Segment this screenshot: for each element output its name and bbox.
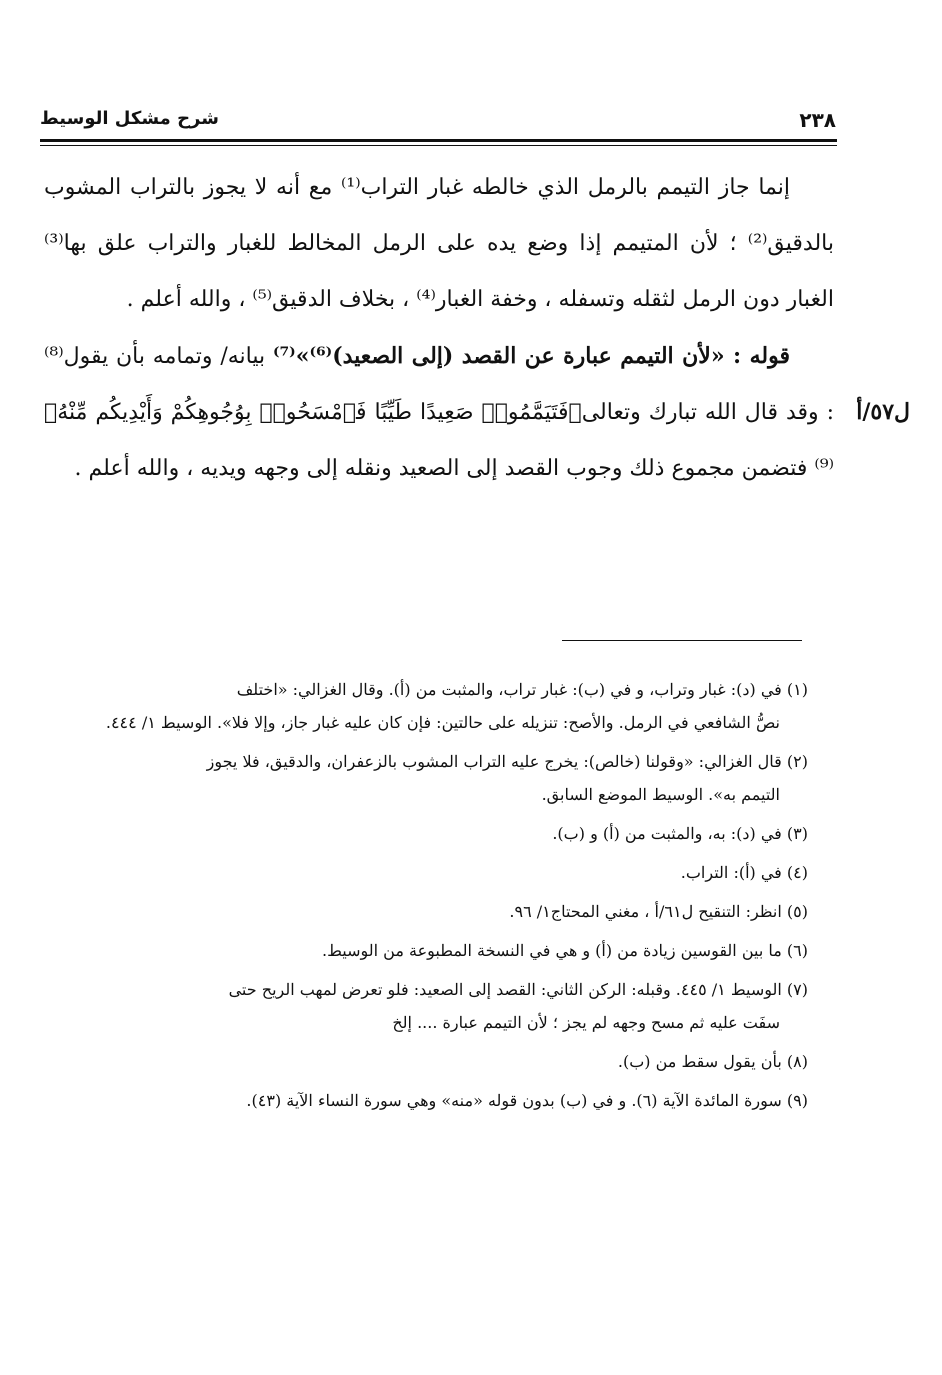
footnotes — [44, 673, 808, 1123]
footnote-4: (٤) في (أ): التراب. — [680, 863, 808, 882]
header-rule-thin — [40, 145, 837, 146]
book-title: شرح مشكل الوسيط — [40, 108, 219, 129]
footnote-8: (٨) بأن يقول سقط من (ب). — [617, 1052, 808, 1071]
footnote-7: (٧) الوسيط ١/ ٤٤٥. وقبله: الركن الثاني: القصد إلى الصعيد: فلو تعرض لمهب الريح حتى سفَت عليه ثم مسح وجهه لم يجز ؛ لأن التيمم عبارة .... إلخ — [228, 980, 808, 1032]
main-text — [44, 160, 834, 497]
quoted-lemma: قوله : «لأن التيمم عبارة عن القصد (إلى الصعيد)⁽⁶⁾»⁽⁷⁾ — [272, 343, 790, 369]
page-header — [40, 108, 836, 132]
footnote-separator — [562, 640, 802, 641]
paragraph-2 — [44, 328, 834, 497]
footnote-6: (٦) ما بين القوسين زيادة من (أ) و هي في النسخة المطبوعة من الوسيط. — [321, 941, 808, 960]
manuscript-folio-note: ل٥٧/أ — [856, 399, 910, 425]
footnote-1: (١) في (د): غبار وتراب، و في (ب): غبار تراب، والمثبت من (أ). وقال الغزالي: «اختلف نصُّ الشافعي في الرمل. والأصح: تنزيله على حالتين: فإن كان عليه غبار جاز، وإلا فلا». الوسيط ١/ ٤٤٤. — [105, 680, 808, 732]
footnote-9: (٩) سورة المائدة الآية (٦). و في (ب) بدون قوله «منه» وهي سورة النساء الآية (٤٣). — [246, 1091, 808, 1110]
footnote-3: (٣) في (د): به، والمثبت من (أ) و (ب). — [552, 824, 808, 843]
header-rule-thick — [40, 139, 837, 142]
paragraph-2-body: بيانه/ وتمامه بأن يقول⁽⁸⁾ : وقد قال الله تبارك وتعالى﴿فَتَيَمَّمُوا۟ صَعِيدًا طَيِّبًا فَٱمْسَحُوا۟ بِوُجُوهِكُمْ وَأَيْدِيكُم مِّنْهُ﴾⁽⁹⁾ فتضمن مجموع ذلك وجوب القصد إلى الصعيد ونقله إلى وجهه ويديه ، والله أعلم . — [44, 344, 834, 481]
page-number: ٢٣٨ — [799, 108, 836, 132]
footnote-5: (٥) انظر: التنقيح ل٦١/أ ، مغني المحتاج١/ ٩٦. — [509, 902, 808, 921]
footnote-2: (٢) قال الغزالي: «وقولنا (خالص): يخرج عليه التراب المشوب بالزعفران، والدقيق، فلا يجوز التيمم به». الوسيط الموضع السابق. — [206, 752, 808, 804]
paragraph-1: إنما جاز التيمم بالرمل الذي خالطه غبار التراب⁽¹⁾ مع أنه لا يجوز بالتراب المشوب بالدقيق⁽²⁾ ؛ لأن المتيمم إذا وضع يده على الرمل المخالط للغبار والتراب علق بها⁽³⁾ الغبار دون الرمل لثقله وتسفله ، وخفة الغبار⁽⁴⁾ ، بخلاف الدقيق⁽⁵⁾ ، والله أعلم . — [44, 175, 834, 312]
